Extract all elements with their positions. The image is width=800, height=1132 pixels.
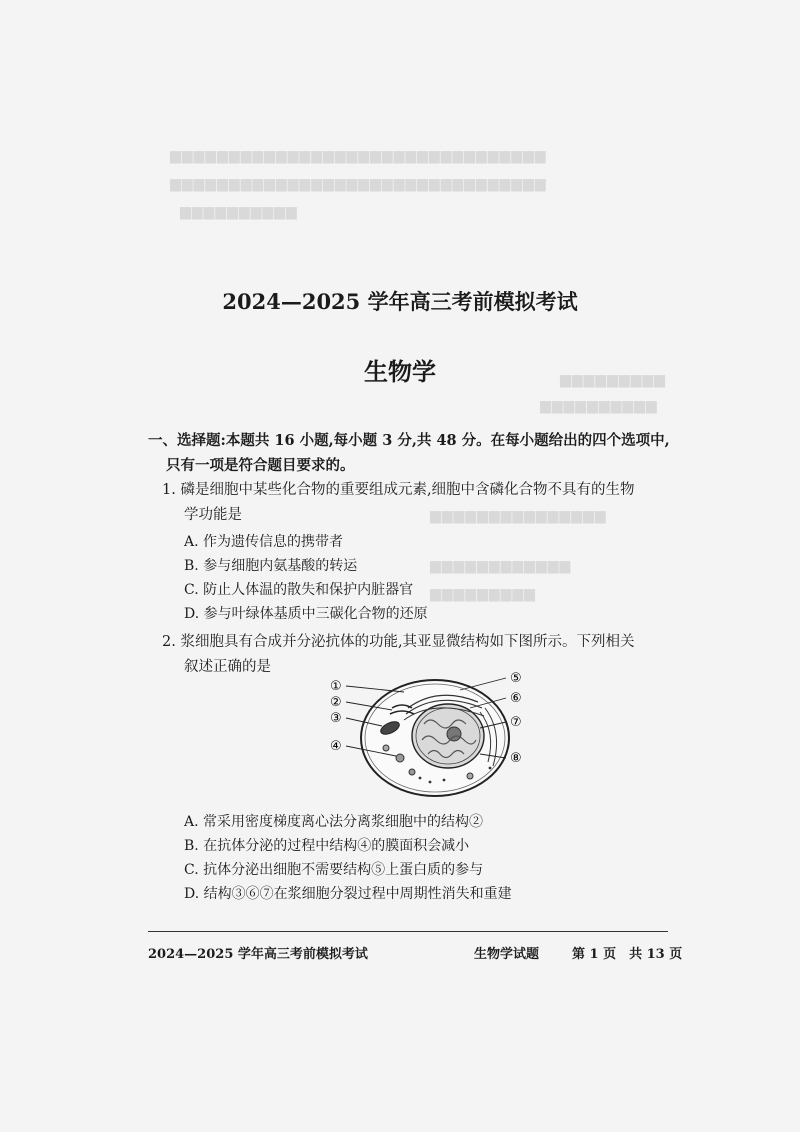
- ribosome: [419, 777, 422, 780]
- label-7: ⑦: [510, 715, 522, 730]
- label-6: ⑥: [510, 691, 522, 706]
- section-instructions: [148, 428, 688, 478]
- bleed-through-text: ▆▆▆▆▆▆▆▆▆▆: [540, 398, 658, 414]
- ribosome: [429, 781, 432, 784]
- question-1-stem: [162, 478, 682, 528]
- vesicle: [396, 754, 404, 762]
- bleed-through-text: ▆▆▆▆▆▆▆▆▆▆: [180, 204, 298, 220]
- label-3: ③: [330, 711, 342, 726]
- question-stem-line: 叙述正确的是: [184, 659, 271, 675]
- question-2-option-d: D. 结构③⑥⑦在浆细胞分裂过程中周期性消失和重建: [184, 886, 512, 902]
- question-2-option-a: A. 常采用密度梯度离心法分离浆细胞中的结构②: [184, 814, 484, 830]
- bleed-through-text: ▆▆▆▆▆▆▆▆▆▆▆▆▆▆▆▆▆▆▆▆▆▆▆▆▆▆▆▆▆▆▆▆: [170, 148, 547, 164]
- question-stem-line: 1. 磷是细胞中某些化合物的重要组成元素,细胞中含磷化合物不具有的生物: [162, 482, 635, 498]
- leader-line: [460, 678, 506, 690]
- footer-subject: 生物学试题: [474, 947, 540, 962]
- question-1-option-c: C. 防止人体温的散失和保护内脏器官: [184, 582, 414, 598]
- vesicle: [467, 773, 473, 779]
- question-1-option-d: D. 参与叶绿体基质中三碳化合物的还原: [184, 606, 428, 622]
- question-stem-line: 2. 浆细胞具有合成并分泌抗体的功能,其亚显微结构如下图所示。下列相关: [162, 634, 635, 650]
- question-1-option-a: A. 作为遗传信息的携带者: [184, 534, 344, 550]
- footer-exam-name: 2024—2025 学年高三考前模拟考试: [148, 947, 368, 962]
- plasma-cell-diagram: [320, 668, 540, 806]
- question-2-option-c: C. 抗体分泌出细胞不需要结构⑤上蛋白质的参与: [184, 862, 484, 878]
- bleed-through-text: ▆▆▆▆▆▆▆▆▆▆▆▆▆▆▆: [430, 508, 607, 524]
- bleed-through-text: ▆▆▆▆▆▆▆▆▆: [430, 586, 536, 602]
- vesicle: [383, 745, 389, 751]
- subject-title: 生物学: [364, 357, 436, 386]
- label-5: ⑤: [510, 671, 522, 686]
- ribosome: [443, 779, 446, 782]
- footer-page-number: 第 1 页 共 13 页: [572, 947, 683, 962]
- section-line: 一、选择题:本题共 16 小题,每小题 3 分,共 48 分。在每小题给出的四个选项中,: [148, 432, 670, 449]
- bleed-through-text: ▆▆▆▆▆▆▆▆▆: [560, 372, 666, 388]
- nucleolus: [447, 727, 461, 741]
- bleed-through-text: ▆▆▆▆▆▆▆▆▆▆▆▆▆▆▆▆▆▆▆▆▆▆▆▆▆▆▆▆▆▆▆▆: [170, 176, 547, 192]
- label-4: ④: [330, 739, 342, 754]
- label-8: ⑧: [510, 751, 522, 766]
- question-1-option-b: B. 参与细胞内氨基酸的转运: [184, 558, 358, 574]
- footer-divider: [148, 931, 668, 932]
- exam-title: 2024—2025 学年高三考前模拟考试: [222, 289, 578, 314]
- vesicle: [409, 769, 415, 775]
- question-2-option-b: B. 在抗体分泌的过程中结构④的膜面积会减小: [184, 838, 470, 854]
- section-line: 只有一项是符合题目要求的。: [166, 457, 355, 474]
- bleed-through-text: ▆▆▆▆▆▆▆▆▆▆▆▆: [430, 558, 572, 574]
- question-stem-line: 学功能是: [184, 507, 242, 523]
- label-2: ②: [330, 695, 342, 710]
- label-1: ①: [330, 679, 342, 694]
- ribosome: [489, 767, 492, 770]
